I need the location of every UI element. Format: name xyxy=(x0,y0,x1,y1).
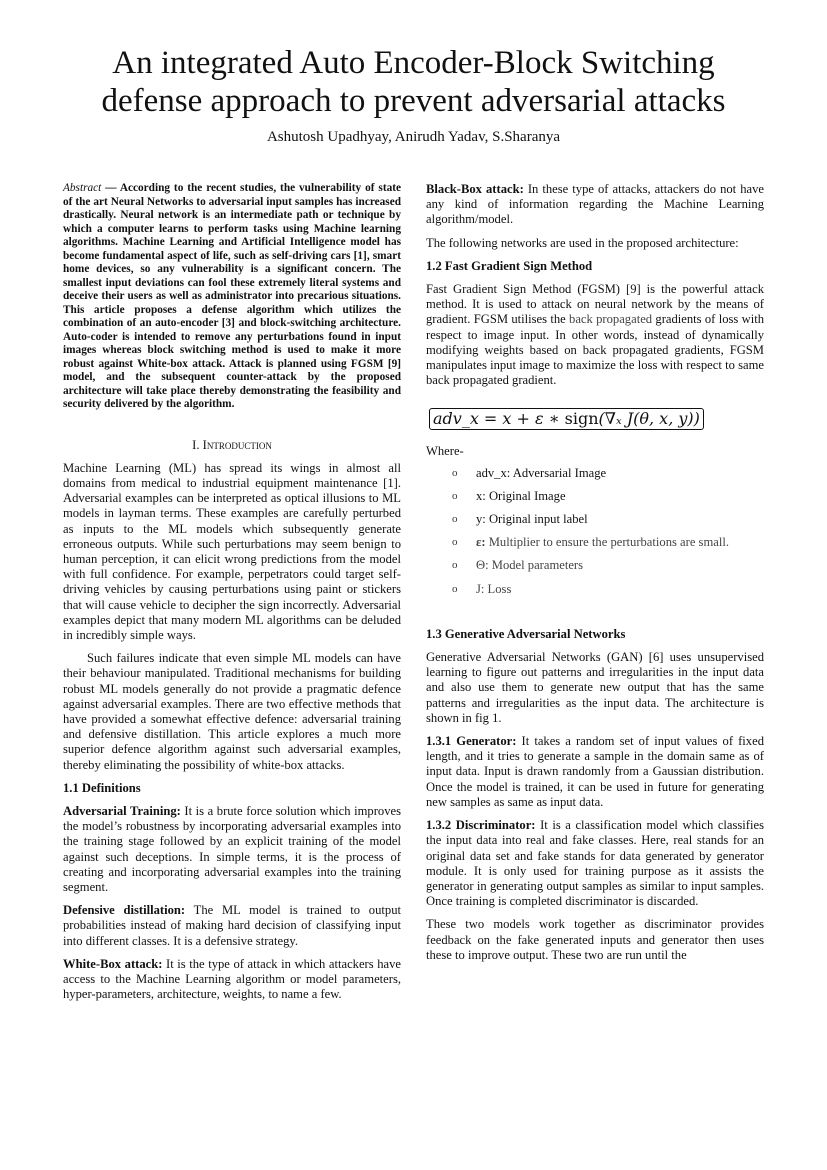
intro-paragraph-1: Machine Learning (ML) has spread its wings in almost all domains from medical to industrial equipment maintenance [1]. Adversarial examples can be interpreted as optical illusions to ML models in layman terms. These examples are carefully perturbed as inputs to the ML models which subsequently generate erroneous outputs. While such perturbations may seem benign to human perception, it can elicit wrong predictions from the model with full confidence. For example, perpetrators could target self-driving vehicles by causing perturbations using paint or stickers that will cause vehicle to decipher the sign incorrectly. Adversarial examples depict that many modern ML algorithms can be deluded in incredibly simple ways. xyxy=(63,460,401,642)
definition-text: In these type of attacks, attackers do not have any kind of information regarding the Machine Learning algorithm/model. xyxy=(426,182,764,227)
variable-symbol: x: xyxy=(476,488,486,503)
gan-closing-paragraph: These two models work together as discriminator provides feedback on the fake generated inputs and generator then uses these to improve output. These two are run until the xyxy=(426,917,764,962)
variable-description: Original input label xyxy=(485,512,588,527)
variable-symbol: y: xyxy=(476,512,486,527)
generator-text: It takes a random set of input values of fixed length, and it tries to generate a sample in the domain same as of input data. Input is drawn randomly from a Gaussian distribution. Once the model is trained, it can be used in future for generating new samples as same as input data. xyxy=(426,734,764,809)
where-label: Where- xyxy=(426,444,464,459)
definition-term: White-Box attack: xyxy=(63,956,163,971)
networks-intro: The following networks are used in the proposed architecture: xyxy=(426,235,739,250)
equation-middle: = x + ε ∗ xyxy=(478,409,565,429)
variable-description: Model parameters xyxy=(488,558,584,573)
list-item xyxy=(452,582,764,597)
gan-heading: 1.3 Generative Adversarial Networks xyxy=(426,626,626,641)
fgsm-text-highlight: back propagated xyxy=(569,312,653,327)
definition-adversarial-training xyxy=(63,804,401,895)
circle-bullet-icon: o xyxy=(452,513,458,526)
abstract xyxy=(63,182,401,412)
definition-text: The ML model is trained to output probabilities instead of making hard decision of classifying input into different classes. It is a defensive strategy. xyxy=(63,903,401,948)
variable-list xyxy=(452,466,764,597)
left-column xyxy=(63,182,401,1002)
equation-sign-fn: sign xyxy=(564,409,599,429)
discriminator-term: 1.3.2 Discriminator: xyxy=(426,818,536,833)
abstract-text: According to the recent studies, the vulnerability of state of the art Neural Networks to adversarial input samples has increased drastically. Neural network is an intermediate path or technique by which a computer learns to perform tasks using Machine learning algorithms. Machine Learning and Artificial Intelligence model has become fundamental aspect of life, such as self-driving cars [1], smart home devices, so any vulnerability is a significant concern. The smallest input deviations can fool these extremely literal systems and deceive their users as well as administrator into precarious situations. This article proposes a defense algorithm which utilizes the combination of an auto-encoder [3] and block-switching architecture. Auto-coder is intended to remove any perturbations found in input images whereas block switching method is used to make it more robust against White-box attack. Attack is planned using FGSM [9] model, and the subsequent counter-attack by the proposed architecture will take place thereby demonstrating the feasibility and security delivered by the algorithm. xyxy=(63,182,401,410)
fgsm-heading: 1.2 Fast Gradient Sign Method xyxy=(426,258,593,273)
list-item xyxy=(452,489,764,504)
definition-defensive-distillation xyxy=(63,903,401,949)
circle-bullet-icon: o xyxy=(452,489,458,502)
definition-white-box-attack xyxy=(63,957,401,1003)
fgsm-text: Fast Gradient Sign Method (FGSM) [9] is the powerful attack method. It is used to attack on neural network by the means of gradient. FGSM utilises the xyxy=(426,282,764,327)
title-line-1: An integrated Auto Encoder-Block Switching xyxy=(112,45,715,81)
definitions-heading: 1.1 Definitions xyxy=(63,780,141,795)
definition-term: Defensive distillation: xyxy=(63,903,186,918)
circle-bullet-icon: o xyxy=(452,559,458,572)
definition-term: Black-Box attack: xyxy=(426,182,524,196)
variable-symbol: adv_x: xyxy=(476,465,511,480)
variable-description: Loss xyxy=(484,581,512,596)
fgsm-equation xyxy=(429,408,704,430)
abstract-dash: — xyxy=(101,182,120,194)
variable-symbol: J: xyxy=(476,581,485,596)
right-column xyxy=(426,182,764,971)
circle-bullet-icon: o xyxy=(452,466,458,479)
variable-symbol: ε: xyxy=(476,535,486,550)
variable-description: Multiplier to ensure the perturbations are small. xyxy=(485,535,729,550)
fgsm-text: gradients of loss with respect to image input. In other words, instead of dynamically modifying weights based on back propagated gradients, FGSM manipulates input image to maximize the loss with respect to same back propagated gradient. xyxy=(426,312,764,388)
variable-symbol: Θ: xyxy=(476,558,489,573)
list-item xyxy=(452,512,764,527)
list-item xyxy=(452,558,764,573)
circle-bullet-icon: o xyxy=(452,582,458,595)
equation-lhs: adv_x xyxy=(433,409,479,429)
definition-black-box-attack xyxy=(426,182,764,228)
introduction-heading: I. Introduction xyxy=(192,437,272,452)
list-item xyxy=(452,535,764,550)
generator-term: 1.3.1 Generator: xyxy=(426,734,517,749)
definition-text: It is a brute force solution which improves the model’s robustness by incorporating adversarial examples into the training stage followed by an explicit training of the model against such deceptions. In simple terms, it is the process of creating and incorporating adversarial examples into the training segment. xyxy=(63,803,401,894)
generator-paragraph xyxy=(426,734,764,810)
circle-bullet-icon: o xyxy=(452,536,458,549)
intro-paragraph-2: Such failures indicate that even simple ML models can have their behaviour manipulated. Traditional mechanisms for building robust ML models generally do not provide a pragmatic defence against adversarial examples. There are two effective methods that have provided a somewhat effective defence: adversarial training and defensive distillation. This article explores a much more superior defence algorithm against such adversarial examples, thereby eliminating the possibility of white-box attacks. xyxy=(63,651,401,772)
list-item xyxy=(452,466,764,481)
variable-description: Adversarial Image xyxy=(510,465,607,480)
authors: Ashutosh Upadhyay, Anirudh Yadav, S.Sharanya xyxy=(266,129,561,145)
definition-term: Adversarial Training: xyxy=(63,803,181,818)
fgsm-paragraph xyxy=(426,282,764,388)
title-line-2: defense approach to prevent adversarial attacks xyxy=(101,83,726,119)
variable-description: Original Image xyxy=(485,488,566,503)
equation-argument: (∇ₓ J(θ, x, y)) xyxy=(598,409,700,429)
paper-title xyxy=(0,44,827,120)
gan-paragraph: Generative Adversarial Networks (GAN) [6] uses unsupervised learning to figure out patterns and irregularities in the input data and also use them to generate new output that has the same patterns and irregularities as the input data. The architecture is shown in fig 1. xyxy=(426,650,764,725)
definition-text: It is the type of attack in which attackers have access to the Machine Learning algorithm or model parameters, hyper-parameters, architecture, weights, to name a few. xyxy=(63,956,401,1002)
discriminator-text: It is a classification model which classifies the input data into real and fake classes. Here, real stands for an original data set and fake stands for data generated by generator module. It is only used for training purpose as it assists the generator in generating output samples as similar to input samples. Once training is completed discriminator is discarded. xyxy=(426,818,764,909)
discriminator-paragraph xyxy=(426,818,764,909)
abstract-label: Abstract xyxy=(63,182,102,194)
